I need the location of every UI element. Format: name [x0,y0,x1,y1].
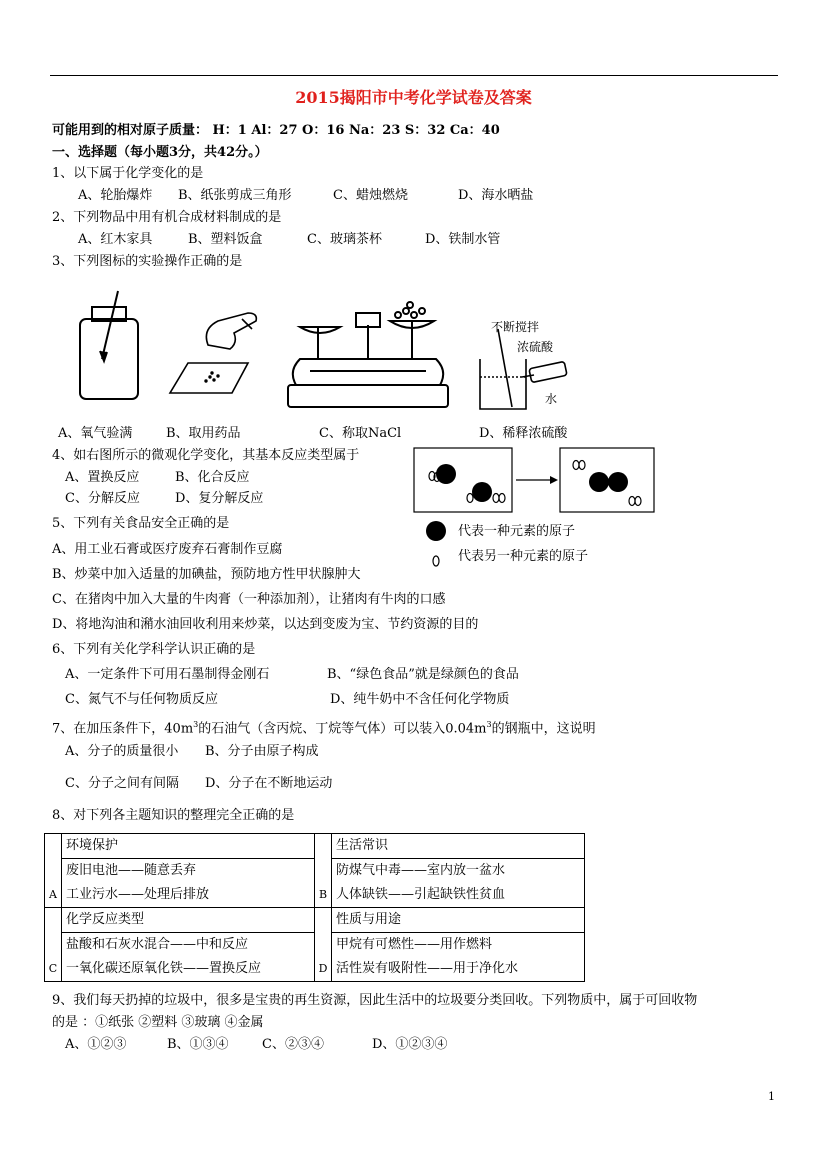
q9-option-d: D、①②③④ [372,1037,448,1052]
stir-label: 不断搅拌 [491,320,540,334]
q5-stem: 5、下列有关食品安全正确的是 [52,516,230,531]
q1-option-b: B、纸张剪成三角形 [178,188,292,203]
cell-d-body: 甲烷有可燃性——用作燃料 活性炭有吸附性——用于净化水 [332,933,585,982]
q2-option-c: C、玻璃茶杯 [307,232,382,247]
q9-option-a: A、①②③ [65,1037,127,1052]
q7-option-a: A、分子的质量很小 [65,744,179,759]
oxygen-test-figure [80,291,138,399]
section-heading: 一、选择题（每小题3分，共42分。） [52,145,268,160]
q4-legend-white: 代表另一种元素的原子 [458,549,589,564]
q3-option-c: C、称取NaCl [319,426,402,441]
balance-figure [288,302,448,407]
page-number: 1 [768,1090,775,1103]
q5-option-b: B、炒菜中加入适量的加碘盐，预防地方性甲状腺肿大 [52,567,361,582]
taking-reagent-figure [170,313,256,393]
q3-option-b: B、取用药品 [166,426,241,441]
q1-stem: 1、以下属于化学变化的是 [52,166,204,181]
q6-option-a: A、一定条件下可用石墨制得金刚石 [65,667,270,682]
q5-option-a: A、用工业石膏或医疗废弃石膏制作豆腐 [52,542,283,557]
cell-d-label: D [315,908,332,982]
q5-option-d: D、将地沟油和潲水油回收利用来炒菜，以达到变废为宝、节约资源的目的 [52,617,479,632]
cell-a-label: A [45,834,62,908]
q6-option-d: D、纯牛奶中不含任何化学物质 [330,692,510,707]
q2-stem: 2、下列物品中用有机合成材料制成的是 [52,210,282,225]
q8-table [44,833,585,982]
cell-c-body: 盐酸和石灰水混合——中和反应 一氧化碳还原氧化铁——置换反应 [62,933,315,982]
q4-legend-black: 代表一种元素的原子 [458,524,576,539]
q3-stem: 3、下列图标的实验操作正确的是 [52,254,243,269]
q6-option-b: B、“绿色食品”就是绿颜色的食品 [327,667,519,682]
q2-option-d: D、铁制水管 [425,232,501,247]
cell-b-label: B [315,834,332,908]
q1-option-c: C、蜡烛燃烧 [333,188,408,203]
acid-label: 浓硫酸 [517,340,554,354]
q4-option-c: C、分解反应 [65,491,140,506]
q3-experiment-figures [60,285,580,420]
q3-option-d: D、稀释浓硫酸 [479,426,568,441]
q3-option-a: A、氧气验满 [58,426,133,441]
arrow-icon [550,476,558,484]
cell-a-heading: 环境保护 [62,834,315,859]
q7-option-c: C、分子之间有间隔 [65,776,179,791]
q6-option-c: C、氮气不与任何物质反应 [65,692,218,707]
cell-b-body: 防煤气中毒——室内放一盆水 人体缺铁——引起缺铁性贫血 [332,859,585,908]
q8-stem: 8、对下列各主题知识的整理完全正确的是 [52,808,295,823]
page-title: 2015揭阳市中考化学试卷及答案 [295,88,532,107]
q7-option-d: D、分子在不断地运动 [205,776,333,791]
q6-stem: 6、下列有关化学科学认识正确的是 [52,642,256,657]
q4-option-a: A、置换反应 [65,470,140,485]
q2-option-a: A、红木家具 [78,232,153,247]
q9-stem-line2: 的是 ：①纸张 ②塑料 ③玻璃 ④金属 [52,1015,264,1030]
q9-option-c: C、②③④ [262,1037,324,1052]
q4-option-d: D、复分解反应 [175,491,264,506]
water-label: 水 [545,392,558,406]
q9-option-b: B、①③④ [167,1037,229,1052]
white-atom-icon [433,556,439,566]
cell-c-heading: 化学反应类型 [62,908,315,933]
atomic-masses: 可能用到的相对原子质量： H：1 Al：27 O：16 Na：23 S：32 Ca：40 [52,123,500,138]
cell-c-label: C [45,908,62,982]
q1-option-d: D、海水晒盐 [458,188,534,203]
q4-stem: 4、如右图所示的微观化学变化，其基本反应类型属于 [52,448,360,463]
q7-stem: 7、在加压条件下，$40m^3$的石油气（含丙烷、丁烷等气体）可以装入$0.04m^3$的钢瓶中，这说明 [52,720,596,737]
q9-stem-line1: 9、我们每天扔掉的垃圾中，很多是宝贵的再生资源，因此生活中的垃圾要分类回收。下列物质中，属于可回收物 [52,993,698,1008]
cell-a-body: 废旧电池——随意丢弃 工业污水——处理后排放 [62,859,315,908]
q5-option-c: C、在猪肉中加入大量的牛肉膏（一种添加剂），让猪肉有牛肉的口感 [52,592,446,607]
cell-d-heading: 性质与用途 [332,908,585,933]
q4-option-b: B、化合反应 [175,470,250,485]
q7-option-b: B、分子由原子构成 [205,744,319,759]
black-atom-icon [426,521,446,541]
cell-b-heading: 生活常识 [332,834,585,859]
header-rule [50,75,778,76]
q2-option-b: B、塑料饭盒 [188,232,263,247]
q1-option-a: A、轮胎爆炸 [78,188,153,203]
